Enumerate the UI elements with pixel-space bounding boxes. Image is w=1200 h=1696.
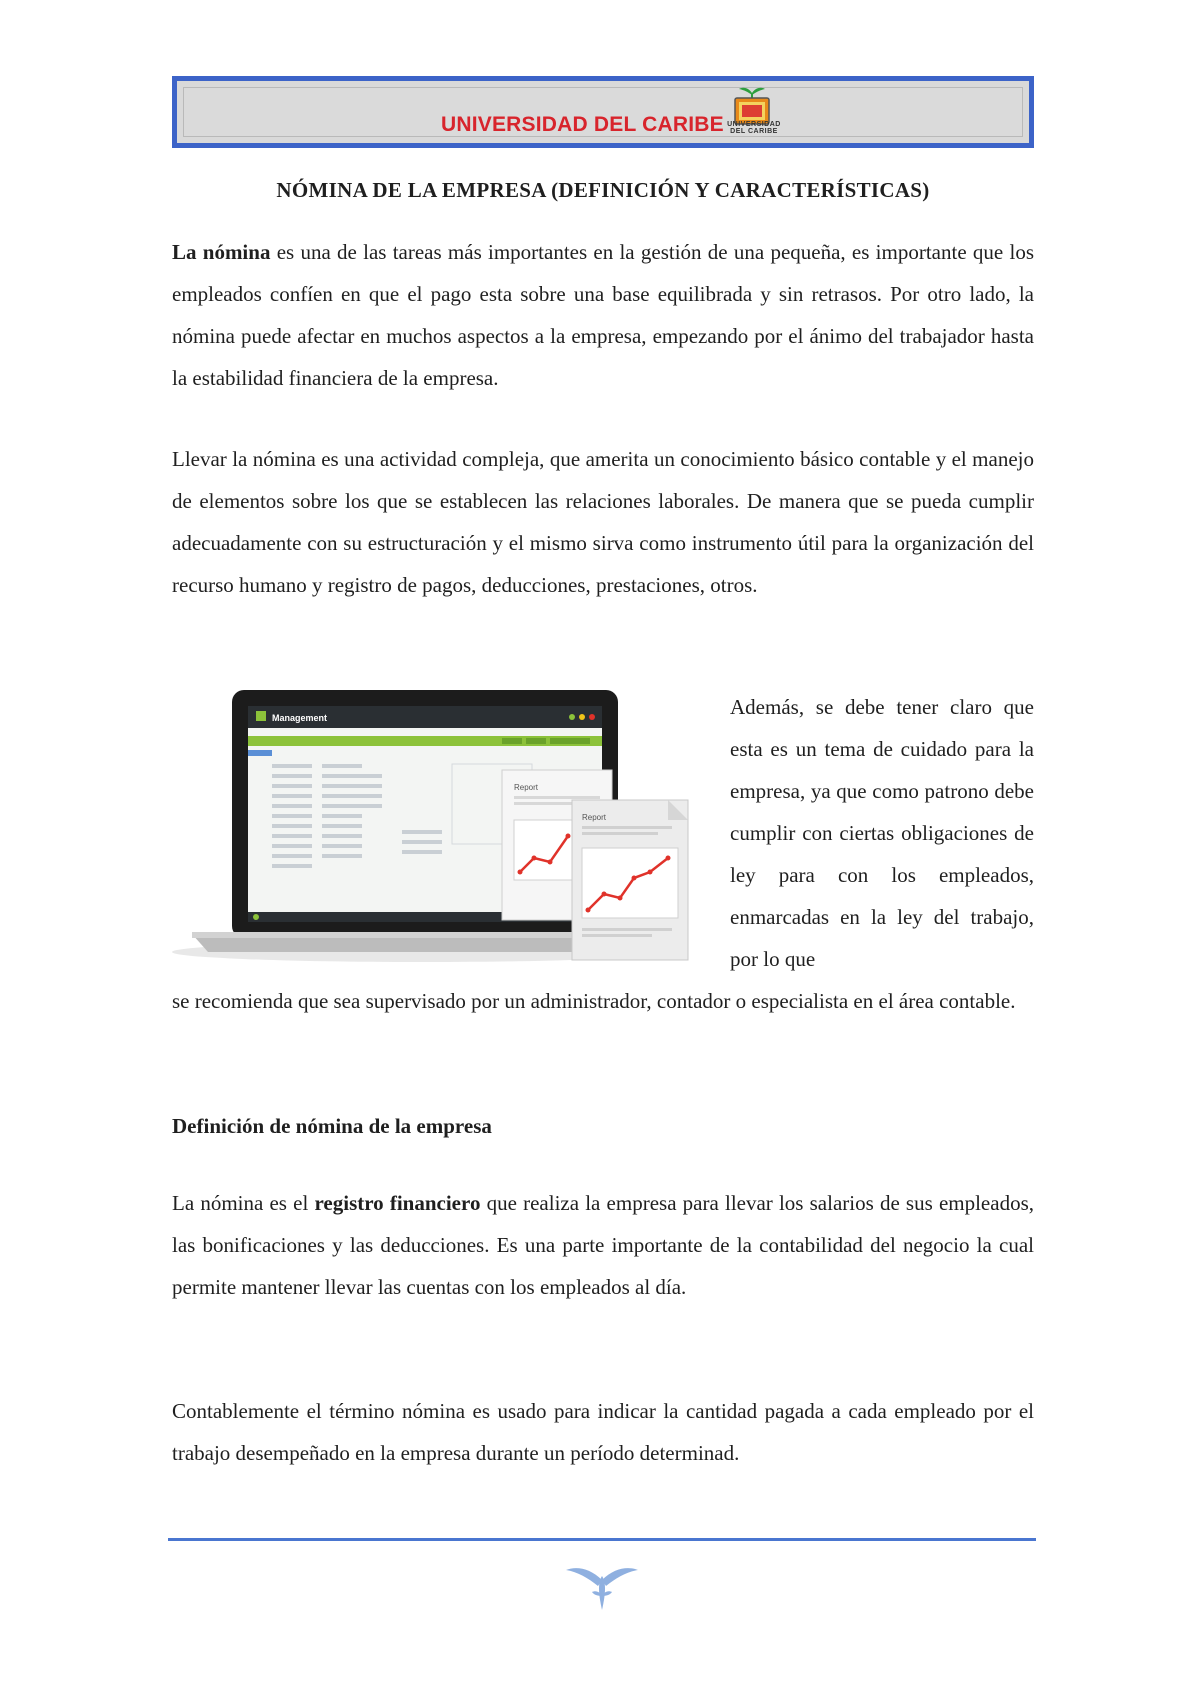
- paragraph-definition-after: que realiza la empresa para llevar los salarios de sus empleados, las bonificaciones y las deducciones. Es una parte importante de la contabilidad del negocio la cual permite mantener llevar las cuentas con los empleados al día.: [172, 1191, 1034, 1299]
- logo-wordmark: UNIVERSIDAD DEL CARIBE: [727, 121, 781, 135]
- header-banner: [172, 76, 1034, 148]
- paragraph-intro: [172, 231, 1034, 399]
- paragraph-complexity: Llevar la nómina es una actividad compleja, que amerita un conocimiento básico contable y el manejo de elementos sobre los que se establecen las relaciones laborales. De manera que se pueda cumplir adecuadamente con su estructuración y el mismo sirva como instrumento útil para la organización del recurso humano y registro de pagos, deducciones, prestaciones, otros.: [172, 447, 1034, 597]
- report-label-1: Report: [514, 783, 539, 792]
- app-name-label: Management: [272, 713, 328, 723]
- paragraph-definition-before: La nómina es el: [172, 1191, 315, 1215]
- document-title: NÓMINA DE LA EMPRESA (DEFINICIÓN Y CARACTERÍSTICAS): [276, 178, 930, 202]
- paragraph-definition-bold: registro financiero: [314, 1191, 481, 1215]
- section-heading-definition: Definición de nómina de la empresa: [172, 1114, 492, 1138]
- footer-bird-emblem-icon: [562, 1552, 642, 1612]
- paragraph-definition: [172, 1182, 1034, 1308]
- university-name: UNIVERSIDAD DEL CARIBE: [441, 113, 724, 136]
- footer-divider: [168, 1538, 1036, 1541]
- paragraph-accounting: Contablemente el término nómina es usado para indicar la cantidad pagada a cada empleado por el trabajo desempeñado en la empresa durante un período determinad.: [172, 1399, 1034, 1465]
- paragraph-obligations-continued: se recomienda que sea supervisado por un administrador, contador o especialista en el área contable.: [172, 989, 1016, 1013]
- paragraph-obligations-side: Además, se debe tener claro que esta es un tema de cuidado para la empresa, ya que como patrono debe cumplir con ciertas obligaciones de ley para con los empleados, enmarcadas en la ley del trabajo, por lo que: [730, 695, 1034, 971]
- report-label-2: Report: [582, 813, 607, 822]
- laptop-report-illustration: [172, 690, 712, 980]
- paragraph-intro-text: es una de las tareas más importantes en la gestión de una pequeña, es importante que los empleados confíen en que el pago esta sobre una base equilibrada y sin retrasos. Por otro lado, la nómina puede afectar en muchos aspectos a la empresa, empezando por el ánimo del trabajador hasta la estabilidad financiera de la empresa.: [172, 240, 1034, 390]
- paragraph-intro-lead: La nómina: [172, 240, 271, 264]
